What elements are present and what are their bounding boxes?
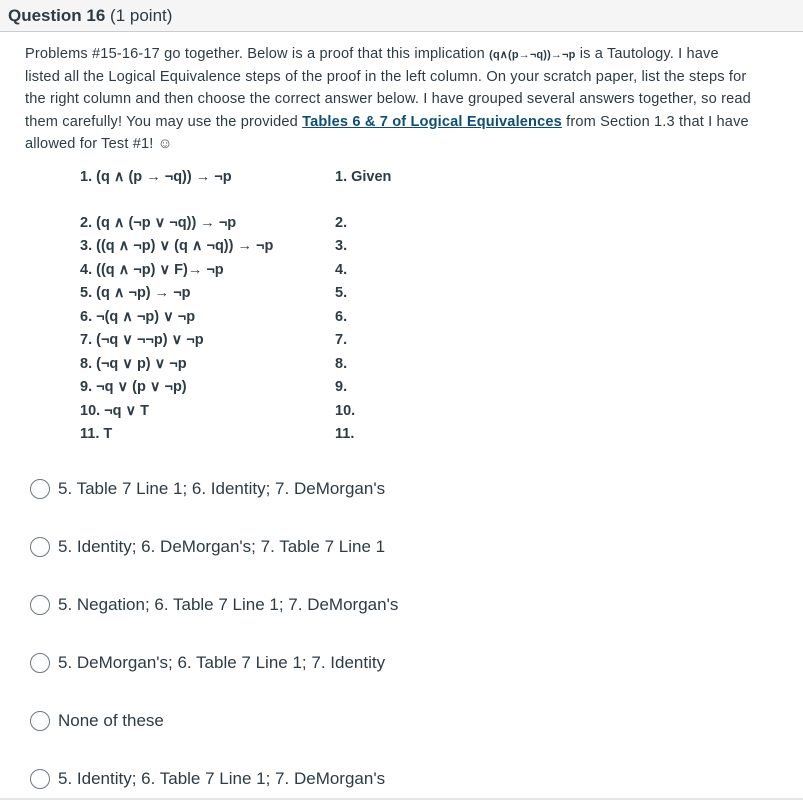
question-header	[0, 0, 803, 32]
question-points: (1 point)	[110, 6, 173, 25]
proof-step-expression: 7. (¬q ∨ ¬¬p) ∨ ¬p	[80, 332, 204, 348]
proof-step-reason: 9.	[335, 379, 348, 395]
proof-step-expression: 1. (q ∧ (p → ¬q)) → ¬p	[80, 169, 232, 185]
proof-step-expression: 5. (q ∧ ¬p) → ¬p	[80, 285, 191, 301]
proof-step-expression: 2. (q ∧ (¬p ∨ ¬q)) → ¬p	[80, 215, 237, 231]
answer-option[interactable]	[30, 535, 385, 559]
answer-option[interactable]	[30, 709, 164, 733]
proof-step-reason: 3.	[335, 238, 348, 254]
radio-button[interactable]	[30, 653, 50, 673]
proof-step-reason: 8.	[335, 356, 348, 372]
answer-option-label[interactable]: 5. Identity; 6. Table 7 Line 1; 7. DeMorgan's	[58, 769, 386, 788]
proof-step-expression: 11. T	[80, 426, 113, 442]
proof-step-reason: 10.	[335, 403, 356, 419]
answer-option-label[interactable]: 5. Identity; 6. DeMorgan's; 7. Table 7 Line 1	[58, 537, 386, 556]
proof-step-expression: 6. ¬(q ∧ ¬p) ∨ ¬p	[80, 309, 196, 325]
question-text	[25, 43, 755, 155]
answer-option[interactable]	[30, 477, 385, 501]
proof-step-reason: 6.	[335, 309, 348, 325]
answer-option[interactable]	[30, 651, 385, 675]
question-title	[8, 6, 172, 26]
intro-part3: from Section 1.3 that I have allowed for Test #1! ☺	[25, 113, 749, 152]
proof-step-expression: 8. (¬q ∨ p) ∨ ¬p	[80, 356, 187, 372]
radio-button[interactable]	[30, 769, 50, 789]
implication-formula: (q∧(p→¬q))→¬p	[489, 49, 576, 61]
answer-option[interactable]	[30, 593, 398, 617]
proof-step-expression: 4. ((q ∧ ¬p) ∨ F)→ ¬p	[80, 262, 224, 278]
proof-step-reason: 1. Given	[335, 169, 392, 185]
answer-option-label[interactable]: None of these	[58, 711, 164, 730]
intro-part2: is a Tautology. I have listed all the Logical Equivalence steps of the proof in the left column. On your scratch paper, list the steps for the right column and then choose the correct answer below. I have grouped several answers together, so read them carefully! You may use the provided	[25, 46, 751, 130]
radio-button[interactable]	[30, 479, 50, 499]
answer-option[interactable]	[30, 767, 385, 791]
proof-step-expression: 9. ¬q ∨ (p ∨ ¬p)	[80, 379, 187, 395]
proof-step-reason: 5.	[335, 285, 348, 301]
question-number: Question 16	[8, 6, 106, 25]
proof-step-reason: 7.	[335, 332, 348, 348]
proof-step-reason: 2.	[335, 215, 348, 231]
radio-button[interactable]	[30, 537, 50, 557]
proof-step-reason: 11.	[335, 426, 355, 442]
radio-button[interactable]	[30, 711, 50, 731]
intro-part1: Problems #15-16-17 go together. Below is a proof that this implication	[25, 46, 490, 62]
proof-step-expression: 10. ¬q ∨ T	[80, 403, 150, 419]
answer-option-label[interactable]: 5. DeMorgan's; 6. Table 7 Line 1; 7. Identity	[58, 653, 386, 672]
radio-button[interactable]	[30, 595, 50, 615]
tables-link[interactable]: Tables 6 & 7 of Logical Equivalences	[302, 113, 562, 130]
answer-option-label[interactable]: 5. Table 7 Line 1; 6. Identity; 7. DeMorgan's	[58, 479, 386, 498]
proof-step-reason: 4.	[335, 262, 348, 278]
answer-option-label[interactable]: 5. Negation; 6. Table 7 Line 1; 7. DeMorgan's	[58, 595, 399, 614]
proof-step-expression: 3. ((q ∧ ¬p) ∨ (q ∧ ¬q)) → ¬p	[80, 238, 274, 254]
